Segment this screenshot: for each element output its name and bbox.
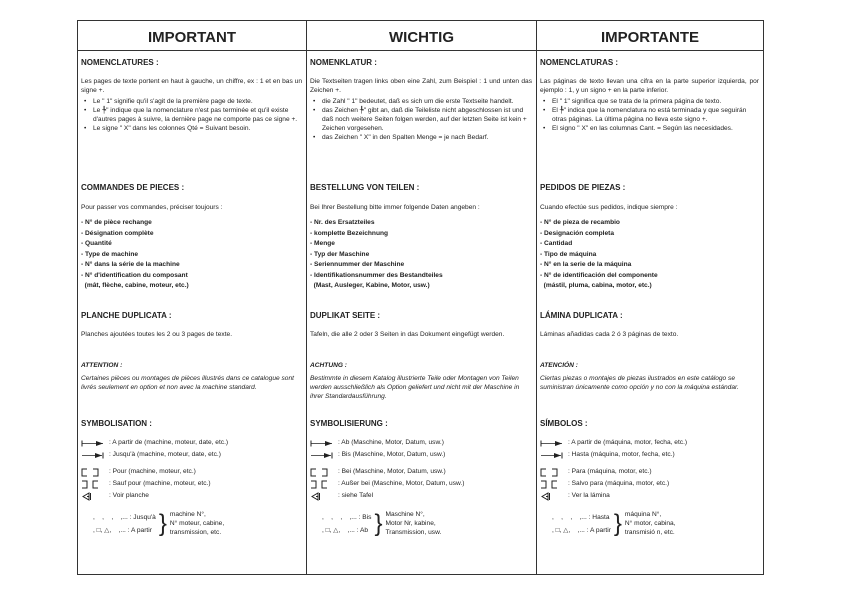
- orders-heading: BESTELLUNG VON TEILEN :: [310, 183, 420, 192]
- symbol-group-until: , , , ,... : Hasta: [552, 513, 610, 521]
- symbol-except-row: [540, 479, 759, 489]
- duplicate-text: Planches ajoutées toutes les 2 ou 3 pages de texte.: [81, 331, 233, 338]
- bullet-continuation: • Le ╄" indique que la nomenclature n'est pas terminée et qu'il existe d'autres pages à suivre, la dernière page ne comporte pas ce signe +.: [81, 106, 302, 124]
- orders-section: [81, 183, 302, 290]
- orders-intro: Bei Ihrer Bestellung bitte immer folgende Daten angeben :: [310, 204, 480, 211]
- column-title: IMPORTANT: [78, 26, 306, 51]
- symbols-section: [310, 419, 532, 537]
- symbol-until-row: [540, 450, 759, 460]
- order-item: (Mast, Ausleger, Kabine, Motor, usw.): [310, 282, 430, 289]
- orders-section: [310, 183, 532, 290]
- duplicate-text: Tafeln, die alle 2 oder 3 Seiten in das Dokument eingefügt werden.: [310, 331, 505, 338]
- bullet-quantity: • El signo " X" en las columnas Cant. = Según las necesidades.: [540, 124, 759, 133]
- symbol-for-row: [81, 467, 302, 477]
- brace-icon: }: [374, 509, 383, 537]
- orders-heading: PEDIDOS DE PIEZAS :: [540, 183, 626, 192]
- symbol-for-text: : Pour (machine, moteur, etc.): [109, 468, 196, 475]
- bullet-first-page: • die Zahl " 1" bedeutet, daß es sich um die erste Textseite handelt.: [310, 97, 532, 106]
- symbol-except-row: [81, 479, 302, 489]
- symbol-group-until: , , , ,... : Jusqu'à: [93, 513, 156, 521]
- symbols-heading: SÍMBOLOS :: [540, 419, 588, 428]
- attention-heading: ACHTUNG :: [310, 362, 347, 369]
- column-title: IMPORTANTE: [537, 26, 763, 51]
- symbol-until-text: : Bis (Maschine, Motor, Datum, usw.): [338, 451, 446, 458]
- order-item: - Type de machine: [81, 250, 139, 258]
- order-item: - Désignation complète: [81, 229, 154, 237]
- order-item: (mástil, pluma, cabina, motor, etc.): [540, 282, 652, 289]
- bullet-continuation: • El ╄" indica que la nomenclatura no está terminada y que seguirán otras páginas. La última página no lleva este signo +.: [540, 106, 759, 124]
- symbol-group-from: , □, △, ,... : Ab: [322, 526, 369, 534]
- symbol-from-text: : Ab (Maschine, Motor, Datum, usw.): [338, 439, 444, 446]
- duplicate-heading: DUPLIKAT SEITE :: [310, 311, 381, 320]
- bracket-except-icon: [310, 480, 334, 489]
- arrow-from-icon: [81, 439, 105, 448]
- symbol-except-text: : Sauf pour (machine, moteur, etc.): [109, 480, 211, 487]
- duplicate-heading: LÁMINA DUPLICATA :: [540, 311, 623, 320]
- orders-heading: COMMANDES DE PIECES :: [81, 183, 185, 192]
- nomenclature-bullets: [81, 97, 302, 133]
- symbol-for-text: : Para (máquina, motor, etc.): [568, 468, 652, 475]
- symbol-except-row: [310, 479, 532, 489]
- see-plate-icon: [81, 492, 105, 501]
- brace-icon: }: [158, 509, 167, 537]
- bullet-first-page: • El " 1" significa que se trata de la primera página de texto.: [540, 97, 759, 106]
- order-item: - N° d'identification du composant: [81, 271, 188, 279]
- nomenclature-intro: Die Textseiten tragen links oben eine Zahl, zum Beispiel : 1 und unten das Zeichen +.: [310, 78, 532, 94]
- column-german: [307, 21, 537, 574]
- bracket-for-icon: [81, 468, 105, 477]
- column-title: WICHTIG: [307, 26, 536, 51]
- symbols-section: [540, 419, 759, 537]
- column-spanish: [537, 21, 763, 574]
- order-item: - N° dans la série de la machine: [81, 261, 180, 268]
- document-frame: [77, 20, 764, 575]
- symbol-from-row: [81, 438, 302, 448]
- arrow-from-icon: [310, 439, 334, 448]
- symbol-group: [81, 510, 302, 537]
- symbol-from-row: [310, 438, 532, 448]
- order-item: - N° en la serie de la máquina: [540, 261, 632, 268]
- order-item: - Designación completa: [540, 229, 615, 237]
- symbol-group-detail: máquina N°,: [624, 511, 662, 518]
- symbol-group-detail: N° motor, cabina,: [624, 520, 676, 527]
- attention-text: Ciertas piezas o montajes de piezas ilustrados en este catálogo se suministran únicamente como opción y no con la máquina estándar.: [540, 375, 739, 391]
- symbol-until-row: [81, 450, 302, 460]
- order-item: - N° de identificación del componente: [540, 271, 658, 279]
- duplicate-text: Láminas añadidas cada 2 ó 3 páginas de texto.: [540, 331, 679, 338]
- symbol-group-detail: Motor Nr, kabine,: [385, 520, 436, 527]
- see-plate-icon: [310, 492, 334, 501]
- nomenclature-section: [310, 58, 532, 142]
- symbol-see-text: : Ver la lámina: [568, 492, 610, 499]
- symbol-from-row: [540, 438, 759, 448]
- symbol-group-from: , □, △, ,... : A partir: [93, 526, 152, 534]
- symbol-see-row: [81, 491, 302, 501]
- symbol-group-detail: transmission, etc.: [169, 529, 222, 536]
- nomenclature-bullets: [310, 97, 532, 142]
- symbol-from-text: : A partir de (machine, moteur, date, etc.): [109, 439, 229, 446]
- symbol-group-until: , , , ,... : Bis: [322, 513, 372, 521]
- symbols-heading: SYMBOLISIERUNG :: [310, 419, 388, 428]
- symbol-see-row: [310, 491, 532, 501]
- symbols-section: [81, 419, 302, 537]
- order-item: - Identifikationsnummer des Bestandteiles: [310, 271, 443, 279]
- attention-section: [540, 362, 759, 392]
- nomenclature-heading: NOMENCLATURES :: [81, 58, 159, 67]
- orders-list: [310, 218, 532, 290]
- orders-intro: Cuando efectúe sus pedidos, indique siempre :: [540, 204, 678, 211]
- order-item: - Typ der Maschine: [310, 250, 370, 258]
- order-item: - N° de pieza de recambio: [540, 219, 620, 226]
- symbol-group-from: , □, △, ,... : A partir: [552, 526, 611, 534]
- arrow-until-icon: [81, 451, 105, 460]
- symbol-group-detail: transmisió n, etc.: [624, 529, 675, 536]
- nomenclature-intro: Les pages de texte portent en haut à gauche, un chiffre, ex : 1 et en bas un signe +.: [81, 78, 302, 94]
- bracket-for-icon: [540, 468, 564, 477]
- symbol-see-text: : Voir planche: [109, 492, 149, 499]
- duplicate-section: [81, 311, 302, 339]
- attention-section: [81, 362, 302, 392]
- attention-section: [310, 362, 532, 401]
- order-item: (mât, flèche, cabine, moteur, etc.): [81, 282, 189, 289]
- symbol-group: [540, 510, 759, 537]
- symbol-from-text: : A partir de (máquina, motor, fecha, etc.): [568, 439, 688, 446]
- arrow-until-icon: [310, 451, 334, 460]
- nomenclature-section: [81, 58, 302, 133]
- order-item: - Menge: [310, 240, 335, 247]
- order-item: - Seriennummer der Maschine: [310, 261, 405, 268]
- symbol-see-row: [540, 491, 759, 501]
- attention-text: Certaines pièces ou montages de pièces illustrés dans ce catalogue sont livrés seulement en option et non avec la machine standard.: [81, 375, 294, 391]
- duplicate-section: [540, 311, 759, 339]
- orders-intro: Pour passer vos commandes, préciser toujours :: [81, 204, 223, 211]
- order-item: - komplette Bezeichnung: [310, 229, 389, 237]
- symbol-except-text: : Außer bei (Maschine, Motor, Datum, usw.): [338, 480, 465, 487]
- symbols-heading: SYMBOLISATION :: [81, 419, 152, 428]
- nomenclature-heading: NOMENCLATURAS :: [540, 58, 619, 67]
- order-item: - Cantidad: [540, 240, 573, 247]
- bullet-continuation: • das Zeichen ╄" gibt an, daß die Teileliste nicht abgeschlossen ist und daß noch weitere Seiten folgen werden, auf der letzten Seite ist kein + Zeichen vorgesehen.: [310, 106, 532, 133]
- bullet-first-page: • Le " 1" signifie qu'il s'agit de la première page de texte.: [81, 97, 302, 106]
- symbol-group-detail: N° moteur, cabine,: [169, 520, 225, 527]
- orders-list: [81, 218, 302, 290]
- order-item: - Nr. des Ersatzteiles: [310, 219, 375, 226]
- symbol-group-detail: machine N°,: [169, 511, 206, 518]
- symbol-for-row: [310, 467, 532, 477]
- attention-text: Bestimmte in diesem Katalog illustrierte Teile oder Montagen von Teilen werden ausschließlich als Option geliefert und nicht mit der Maschine in ihrer Standardausführung.: [310, 375, 520, 400]
- nomenclature-heading: NOMENKLATUR :: [310, 58, 377, 67]
- orders-list: [540, 218, 759, 290]
- bracket-except-icon: [81, 480, 105, 489]
- order-item: - Tipo de máquina: [540, 250, 597, 258]
- symbol-except-text: : Salvo para (máquina, motor, etc.): [568, 480, 670, 487]
- bracket-except-icon: [540, 480, 564, 489]
- bracket-for-icon: [310, 468, 334, 477]
- symbol-for-text: : Bei (Maschine, Motor, Datum, usw.): [338, 468, 446, 475]
- arrow-from-icon: [540, 439, 564, 448]
- symbol-for-row: [540, 467, 759, 477]
- brace-icon: }: [613, 509, 622, 537]
- attention-heading: ATTENTION :: [81, 362, 123, 369]
- order-item: - Quantité: [81, 240, 112, 247]
- nomenclature-bullets: [540, 97, 759, 133]
- symbol-group: [310, 510, 532, 537]
- nomenclature-section: [540, 58, 759, 133]
- symbol-until-text: : Hasta (máquina, motor, fecha, etc.): [568, 451, 675, 458]
- bullet-quantity: • Le signe " X" dans les colonnes Qté = Suivant besoin.: [81, 124, 302, 133]
- symbol-see-text: : siehe Tafel: [338, 492, 374, 499]
- order-item: - N° de pièce rechange: [81, 219, 152, 226]
- symbol-group-detail: Transmission, usw.: [385, 529, 442, 536]
- duplicate-section: [310, 311, 532, 339]
- bullet-quantity: • das Zeichen " X" in den Spalten Menge = je nach Bedarf.: [310, 133, 532, 142]
- symbol-until-row: [310, 450, 532, 460]
- symbol-group-detail: Maschine N°,: [385, 511, 425, 518]
- symbol-until-text: : Jusqu'à (machine, moteur, date, etc.): [109, 451, 221, 458]
- see-plate-icon: [540, 492, 564, 501]
- arrow-until-icon: [540, 451, 564, 460]
- nomenclature-intro: Las páginas de texto llevan una cifra en la parte superior izquierda, por ejemplo : 1, y un signo + en la parte inferior.: [540, 78, 759, 94]
- orders-section: [540, 183, 759, 290]
- duplicate-heading: PLANCHE DUPLICATA :: [81, 311, 172, 320]
- column-french: [78, 21, 307, 574]
- attention-heading: ATENCIÓN :: [540, 362, 578, 369]
